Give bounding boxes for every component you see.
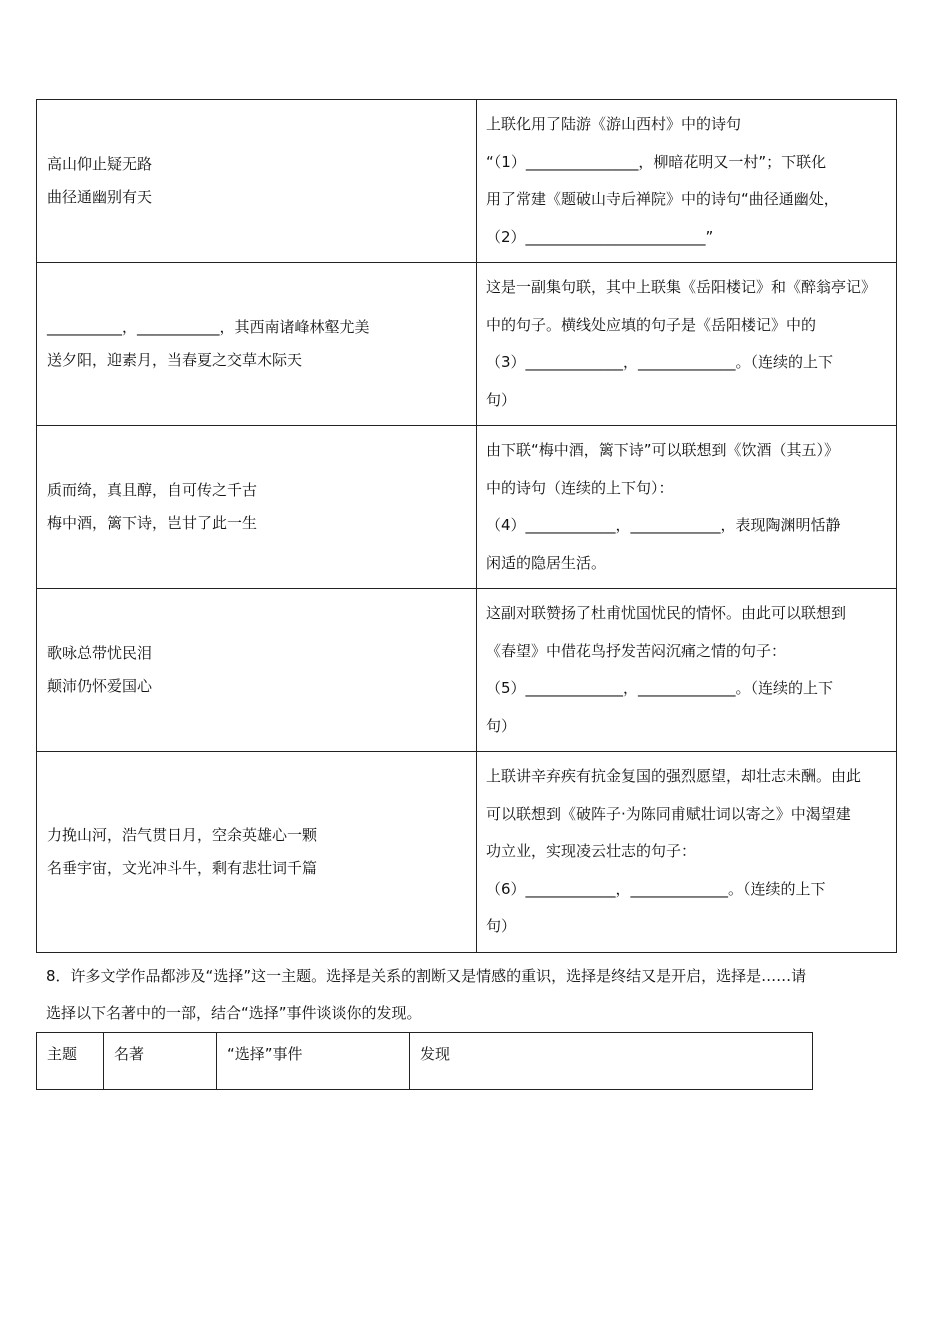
question-line: 用了常建《题破山寺后禅院》中的诗句“曲径通幽处， [486, 190, 839, 208]
question-8-line-1: 8．许多文学作品都涉及“选择”这一主题。选择是关系的割断又是情感的重识，选择是终结又是开启，选择是……请 [46, 967, 807, 985]
header-theme: 主题 [37, 1033, 104, 1090]
header-discovery: 发现 [410, 1033, 813, 1090]
couplet-text-cell [37, 100, 477, 263]
question-line: （2）________________________” [486, 227, 714, 246]
couplet-line: __________，___________，其西南诸峰林壑尤美 [47, 318, 370, 336]
question-line: （6）____________，_____________。（连续的上下 [486, 879, 826, 898]
couplet-line: 名垂宇宙，文光冲斗牛，剩有悲壮词千篇 [47, 858, 318, 877]
question-line: 功立业，实现凌云壮志的句子： [486, 842, 697, 860]
question-cell [477, 263, 897, 426]
question-line: 句） [486, 716, 517, 735]
question-line: （4）____________，____________，表现陶渊明恬静 [486, 516, 841, 534]
couplet-line: 高山仰止疑无路 [47, 155, 153, 173]
question-line: 上联讲辛弃疾有抗金复国的强烈愿望，却壮志未酬。由此 [486, 767, 862, 785]
question-cell [477, 426, 897, 589]
header-choice-event: “选择”事件 [217, 1033, 410, 1090]
question-line: 闲适的隐居生活。 [486, 553, 607, 572]
question-line: 这副对联赞扬了杜甫忧国忧民的情怀。由此可以联想到 [486, 604, 847, 622]
couplet-line: 质而绮，真且醇，自可传之千古 [47, 481, 258, 499]
choice-theme-table [36, 1032, 813, 1090]
question-line: 《春望》中借花鸟抒发苦闷沉痛之情的句子： [486, 641, 787, 660]
question-line: 由下联“梅中酒，篱下诗”可以联想到《饮酒（其五）》 [486, 441, 840, 459]
question-line: “（1）_______________，柳暗花明又一村”；下联化 [486, 152, 827, 171]
couplet-line: 力挽山河，浩气贯日月，空余英雄心一颗 [47, 825, 318, 844]
question-line: 句） [486, 917, 517, 935]
couplet-row-4 [37, 589, 897, 752]
couplet-line: 歌咏总带忧民泪 [47, 644, 153, 662]
couplet-text-cell [37, 752, 477, 953]
question-line: 中的句子。横线处应填的句子是《岳阳楼记》中的 [486, 315, 817, 334]
question-8-line-2: 选择以下名著中的一部，结合“选择”事件谈谈你的发现。 [46, 1004, 422, 1022]
couplet-row-2 [37, 263, 897, 426]
question-line: （3）_____________，_____________。（连续的上下 [486, 353, 834, 371]
couplet-row-3 [37, 426, 897, 589]
question-8 [46, 958, 916, 1032]
header-work: 名著 [104, 1033, 217, 1090]
question-line: 中的诗句（连续的上下句）： [486, 478, 674, 497]
couplet-line: 送夕阳，迎素月，当春夏之交草木际天 [47, 351, 303, 369]
couplet-text-cell [37, 589, 477, 752]
question-cell [477, 752, 897, 953]
question-cell [477, 100, 897, 263]
couplet-table [36, 99, 897, 953]
question-line: 上联化用了陆游《游山西村》中的诗句 [486, 115, 742, 133]
couplet-row-1 [37, 100, 897, 263]
couplet-row-5 [37, 752, 897, 953]
couplet-line: 颠沛仍怀爱国心 [47, 677, 153, 695]
question-line: 可以联想到《破阵子·为陈同甫赋壮词以寄之》中渴望建 [486, 804, 851, 823]
couplet-text-cell [37, 426, 477, 589]
couplet-line: 曲径通幽别有天 [47, 188, 153, 206]
couplet-text-cell [37, 263, 477, 426]
theme-table-header-row [37, 1033, 813, 1090]
question-cell [477, 589, 897, 752]
question-line: 这是一副集句联，其中上联集《岳阳楼记》和《醉翁亭记》 [486, 278, 877, 296]
question-line: 句） [486, 390, 517, 409]
question-line: （5）_____________，_____________。（连续的上下 [486, 679, 834, 697]
couplet-line: 梅中酒，篱下诗，岂甘了此一生 [47, 514, 258, 532]
